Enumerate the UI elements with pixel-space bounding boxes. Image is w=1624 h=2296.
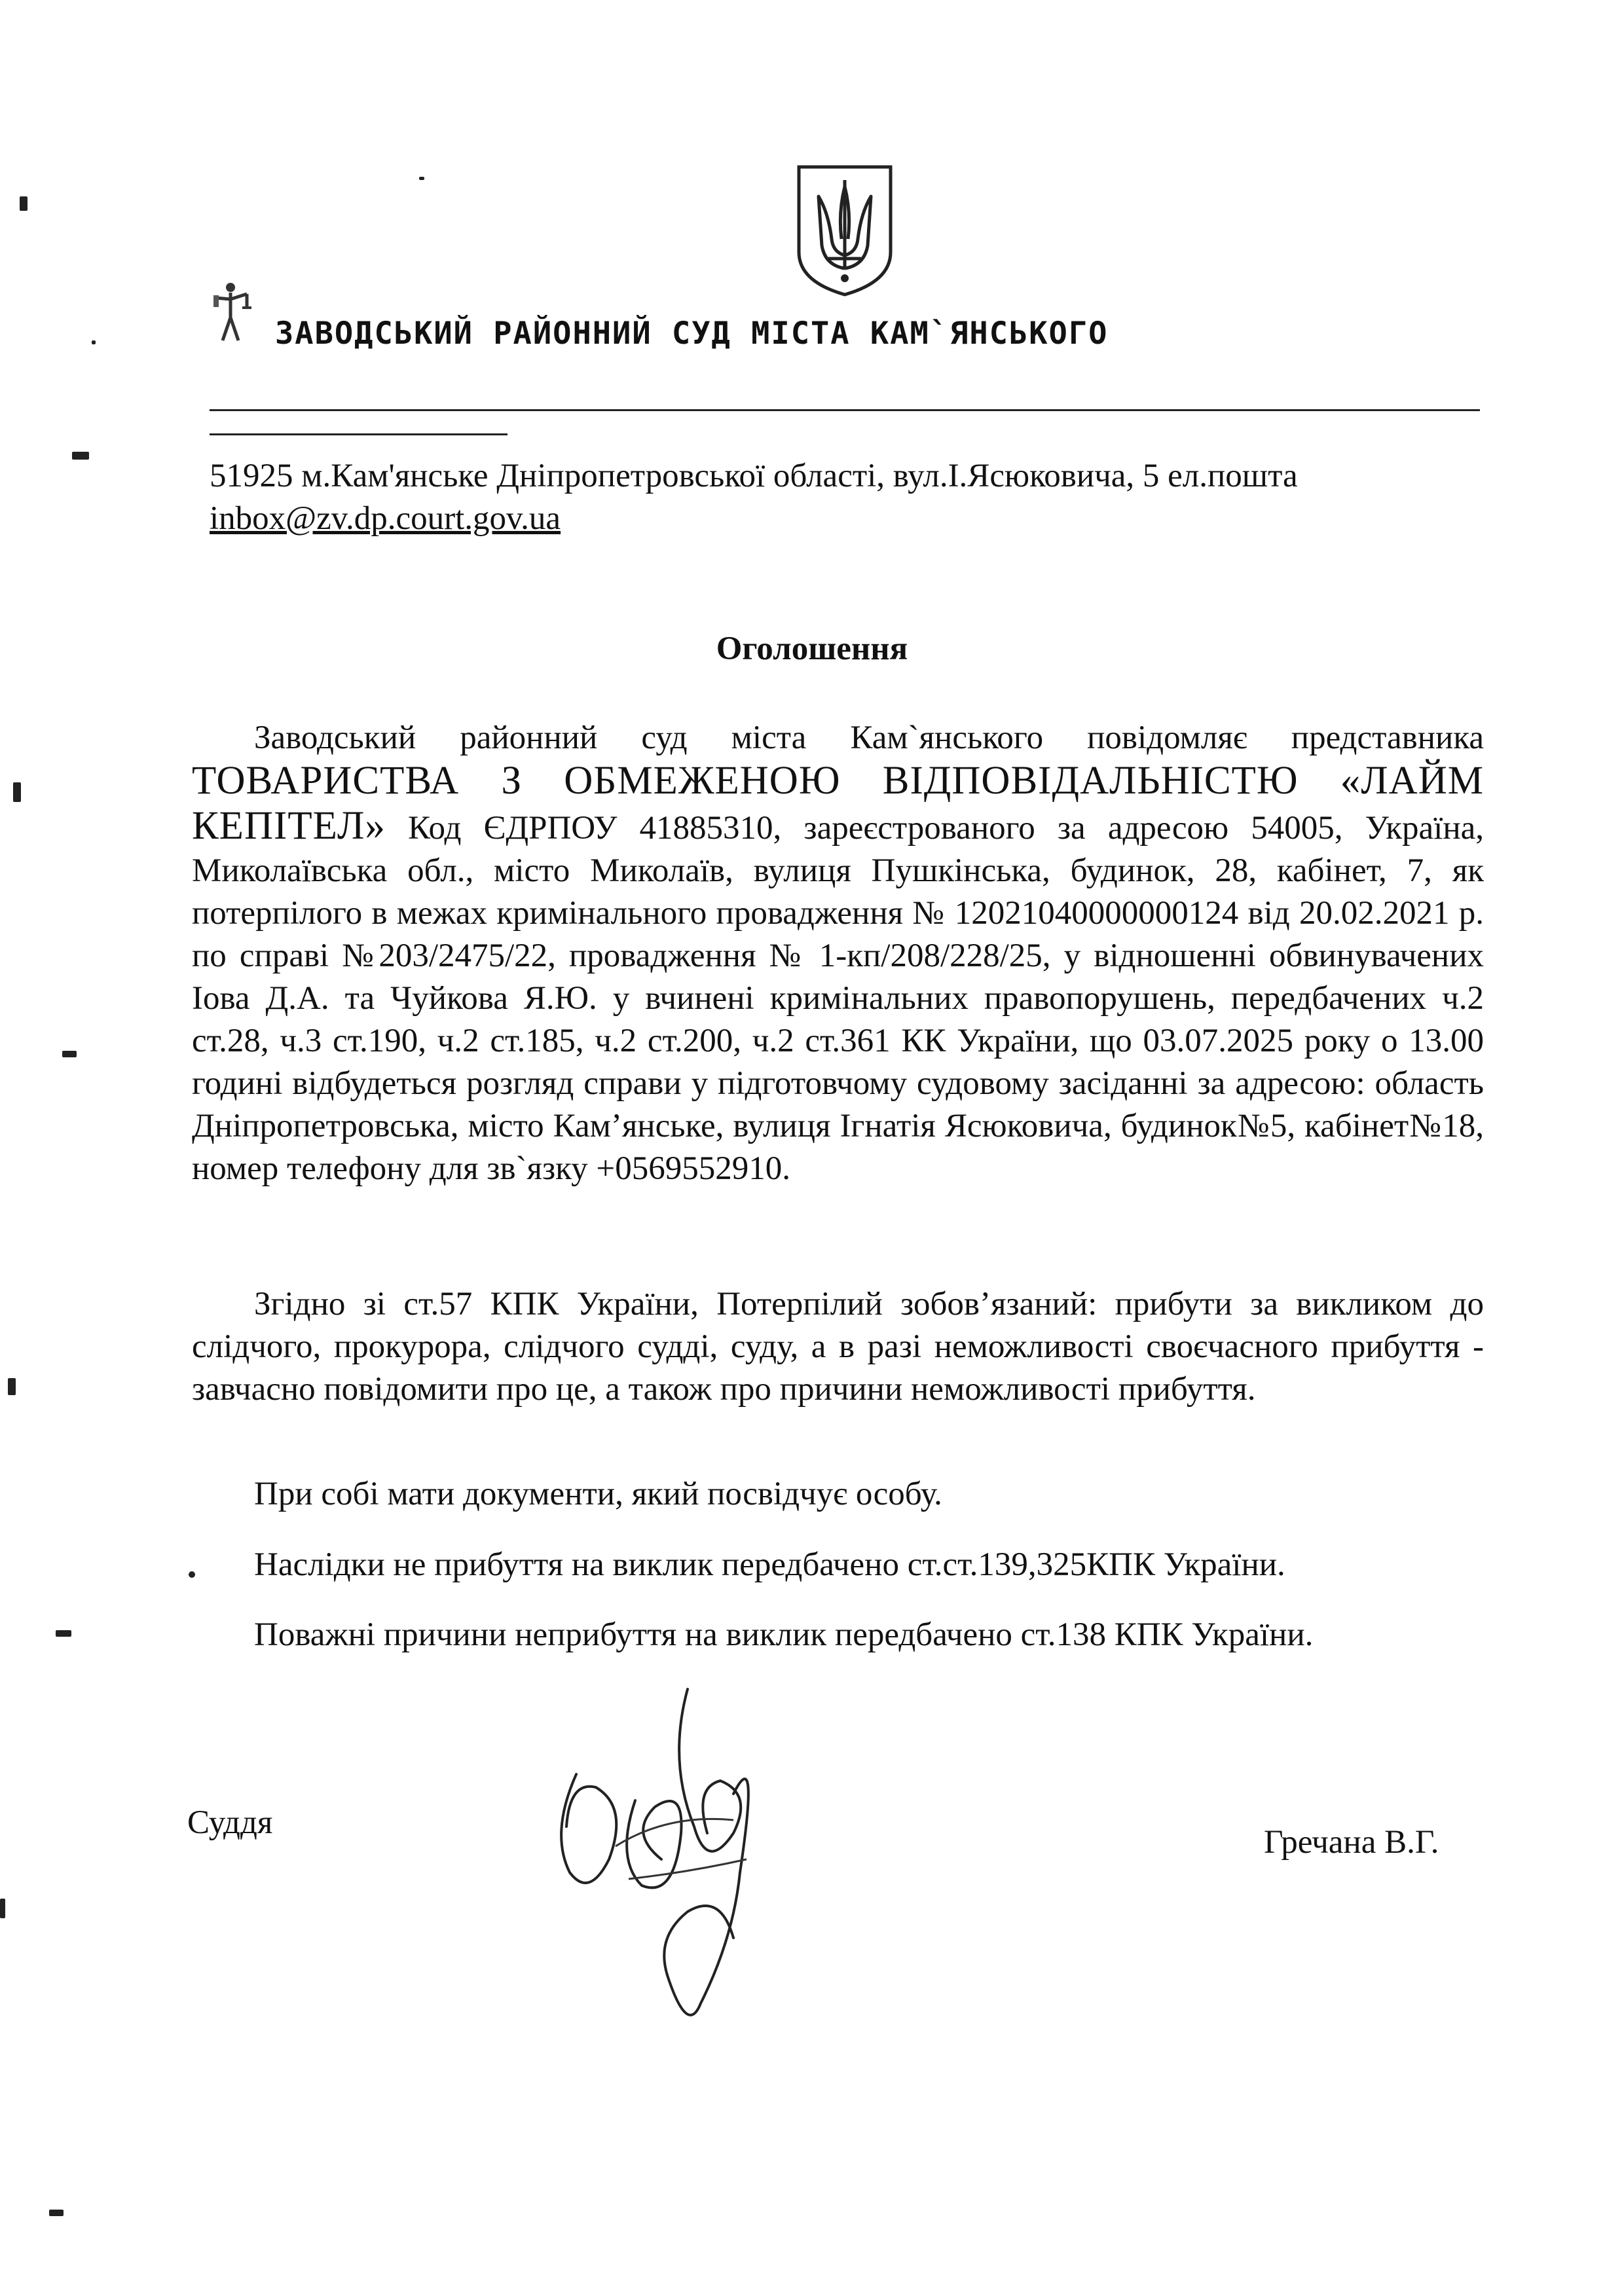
- handwritten-signature-icon: [537, 1663, 812, 2069]
- scan-speck: [92, 340, 96, 344]
- trident-coat-of-arms-icon: [792, 160, 897, 298]
- company-name: ТОВАРИСТВА З ОБМЕЖЕНОЮ ВІДПОВІДАЛЬНІСТЮ «ЛАЙМ КЕПІТЕЛ»: [192, 759, 1484, 848]
- scan-speck: [0, 1899, 5, 1918]
- judge-label: Суддя: [187, 1804, 273, 1841]
- paragraph-obligations: Згідно зі ст.57 КПК України, Потерпілий зобов’язаний: прибути за викликом до слідчого, прокурора, слідчого судді, суду, а в разі неможливості своєчасного прибуття - завчасно повідомити про це, а також про причини неможливості прибуття.: [192, 1286, 1484, 1408]
- themis-justice-icon: [211, 278, 257, 344]
- scan-speck: [72, 452, 89, 460]
- court-email-link[interactable]: inbox@zv.dp.court.gov.ua: [210, 500, 561, 537]
- document-heading: Оголошення: [716, 630, 908, 667]
- paragraph-main-intro: Заводський районний суд міста Кам`янського повідомляє представника: [254, 720, 1484, 756]
- header-divider: [210, 409, 1480, 411]
- paragraph-main: [192, 717, 1484, 1190]
- paragraph-reasons: Поважні причини неприбуття на виклик передбачено ст.138 КПК України.: [254, 1616, 1314, 1653]
- scan-speck: [56, 1630, 71, 1637]
- header-short-divider: [210, 433, 507, 435]
- scan-speck: [62, 1051, 77, 1057]
- scan-speck: [8, 1378, 16, 1395]
- court-address-text: 51925 м.Кам'янське Дніпропетровської області, вул.І.Ясюковича, 5 ел.пошта: [210, 458, 1298, 494]
- paragraph-main-rest: Код ЄДРПОУ 41885310, зареєстрованого за адресою 54005, Україна, Миколаївська обл., місто Миколаїв, вулиця Пушкінська, будинок, 28, кабінет, 7, як потерпілого в межах кримінального провадження № 12021040000000124 від 20.02.2021 р. по справі №203/2475/22, провадження № 1-кп/208/228/25, у відношенні обвинувачених Іова Д.А. та Чуйкова Я.Ю. у вчинені кримінальних правопорушень, передбачених ч.2 ст.28, ч.3 ст.190, ч.2 ст.185, ч.2 ст.200, ч.2 ст.361 КК України, що 03.07.2025 року о 13.00 годині відбудеться розгляд справи у підготовчому судовому засіданні за адресою: область Дніпропетровська, місто Кам’янське, вулиця Ігнатія Ясюковича, будинок№5, кабінет№18, номер телефону для зв`язку +0569552910.: [192, 810, 1484, 1187]
- scan-speck: [20, 196, 28, 211]
- court-address: [210, 455, 1483, 540]
- scan-speck: [419, 177, 424, 180]
- paragraph-documents: При собі мати документи, який посвідчує особу.: [254, 1476, 942, 1512]
- court-name: ЗАВОДСЬКИЙ РАЙОННИЙ СУД МІСТА КАМ`ЯНСЬКОГО: [275, 316, 1109, 352]
- paragraph-consequences: Наслідки не прибуття на виклик передбачено ст.ст.139,325КПК України.: [254, 1546, 1285, 1583]
- scan-speck: [49, 2210, 64, 2216]
- judge-name: Гречана В.Г.: [1264, 1824, 1439, 1861]
- scan-speck: [13, 782, 21, 802]
